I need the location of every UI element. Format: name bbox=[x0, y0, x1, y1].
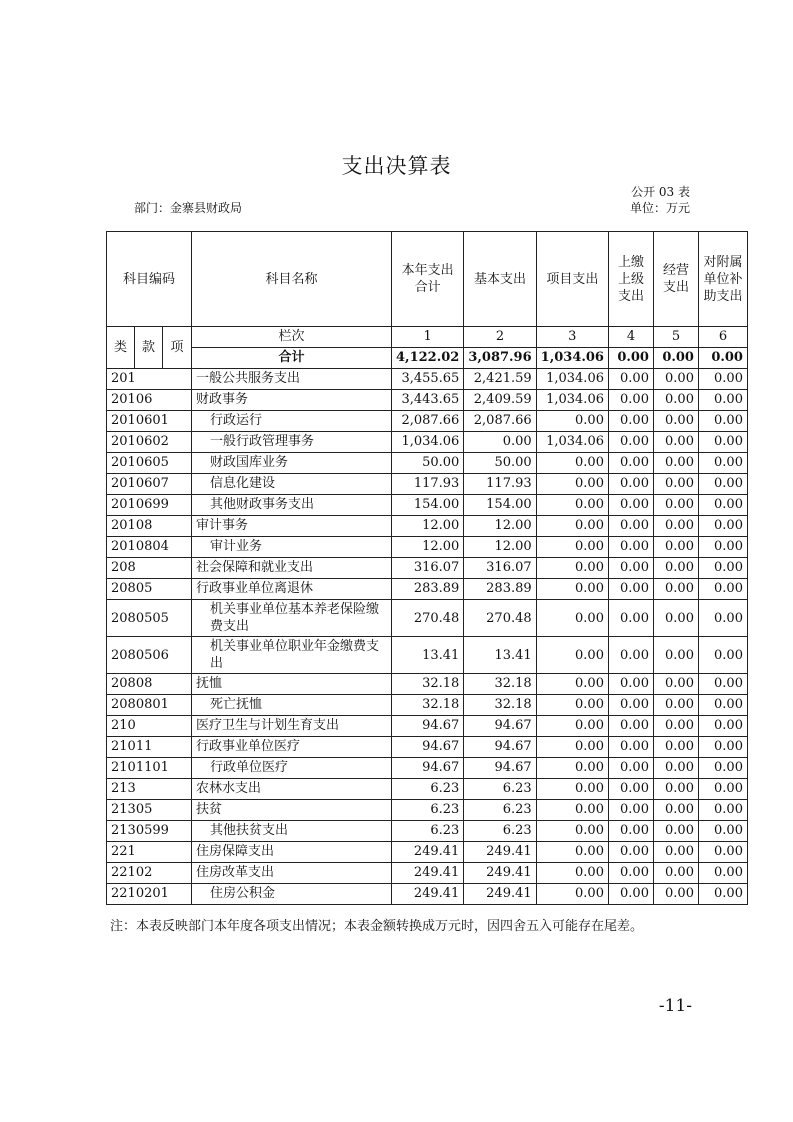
subject-code: 2130599 bbox=[107, 821, 192, 842]
total-cell: 0.00 bbox=[608, 348, 653, 369]
amount-cell: 0.00 bbox=[536, 453, 608, 474]
amount-cell: 0.00 bbox=[698, 369, 747, 390]
unit-label: 单位：万元 bbox=[629, 201, 690, 215]
amount-cell: 0.00 bbox=[698, 411, 747, 432]
total-cell: 3,087.96 bbox=[464, 348, 536, 369]
amount-cell: 0.00 bbox=[536, 579, 608, 600]
subject-code: 22102 bbox=[107, 863, 192, 884]
amount-cell: 0.00 bbox=[536, 495, 608, 516]
total-cell: 0.00 bbox=[653, 348, 698, 369]
subject-code: 2010605 bbox=[107, 453, 192, 474]
amount-cell: 13.41 bbox=[392, 637, 464, 674]
amount-cell: 2,421.59 bbox=[464, 369, 536, 390]
table-row bbox=[107, 579, 748, 600]
amount-cell: 0.00 bbox=[698, 800, 747, 821]
amount-cell: 0.00 bbox=[653, 432, 698, 453]
subject-code: 2080505 bbox=[107, 600, 192, 637]
table-row bbox=[107, 779, 748, 800]
amount-cell: 6.23 bbox=[392, 821, 464, 842]
header-lei: 类 bbox=[107, 327, 135, 369]
subject-name: 死亡抚恤 bbox=[192, 695, 392, 716]
amount-cell: 0.00 bbox=[608, 579, 653, 600]
total-row bbox=[107, 348, 748, 369]
table-row bbox=[107, 758, 748, 779]
table-row bbox=[107, 411, 748, 432]
subject-code: 221 bbox=[107, 842, 192, 863]
amount-cell: 32.18 bbox=[392, 674, 464, 695]
amount-cell: 0.00 bbox=[536, 411, 608, 432]
amount-cell: 6.23 bbox=[464, 779, 536, 800]
amount-cell: 0.00 bbox=[608, 758, 653, 779]
amount-cell: 0.00 bbox=[608, 537, 653, 558]
amount-cell: 0.00 bbox=[698, 674, 747, 695]
subject-code: 20805 bbox=[107, 579, 192, 600]
amount-cell: 0.00 bbox=[698, 716, 747, 737]
amount-cell: 154.00 bbox=[392, 495, 464, 516]
amount-cell: 249.41 bbox=[392, 842, 464, 863]
amount-cell: 0.00 bbox=[653, 474, 698, 495]
amount-cell: 0.00 bbox=[536, 821, 608, 842]
amount-cell: 0.00 bbox=[653, 516, 698, 537]
amount-cell: 0.00 bbox=[608, 390, 653, 411]
amount-cell: 0.00 bbox=[608, 600, 653, 637]
subject-code: 21011 bbox=[107, 737, 192, 758]
amount-cell: 0.00 bbox=[698, 537, 747, 558]
amount-cell: 0.00 bbox=[608, 737, 653, 758]
amount-cell: 0.00 bbox=[698, 579, 747, 600]
amount-cell: 0.00 bbox=[653, 369, 698, 390]
amount-cell: 94.67 bbox=[392, 758, 464, 779]
subject-name: 机关事业单位基本养老保险缴费支出 bbox=[192, 600, 392, 637]
amount-cell: 249.41 bbox=[464, 842, 536, 863]
amount-cell: 0.00 bbox=[608, 800, 653, 821]
amount-cell: 0.00 bbox=[698, 779, 747, 800]
amount-cell: 316.07 bbox=[464, 558, 536, 579]
amount-cell: 0.00 bbox=[608, 779, 653, 800]
department-label: 部门：金寨县财政局 bbox=[134, 201, 243, 215]
amount-cell: 0.00 bbox=[536, 674, 608, 695]
amount-cell: 0.00 bbox=[698, 884, 747, 905]
table-row bbox=[107, 432, 748, 453]
subject-name: 行政运行 bbox=[192, 411, 392, 432]
col-number: 1 bbox=[392, 327, 464, 348]
subject-code: 2080506 bbox=[107, 637, 192, 674]
amount-cell: 0.00 bbox=[608, 558, 653, 579]
header-upper: 上缴上级支出 bbox=[608, 232, 653, 327]
table-row bbox=[107, 516, 748, 537]
amount-cell: 94.67 bbox=[464, 737, 536, 758]
subject-code: 2010699 bbox=[107, 495, 192, 516]
amount-cell: 0.00 bbox=[698, 390, 747, 411]
amount-cell: 0.00 bbox=[608, 637, 653, 674]
amount-cell: 6.23 bbox=[392, 779, 464, 800]
amount-cell: 0.00 bbox=[698, 758, 747, 779]
subject-name: 审计业务 bbox=[192, 537, 392, 558]
subject-code: 2010602 bbox=[107, 432, 192, 453]
subject-name: 其他财政事务支出 bbox=[192, 495, 392, 516]
subject-name: 一般公共服务支出 bbox=[192, 369, 392, 390]
amount-cell: 0.00 bbox=[698, 637, 747, 674]
col-number: 5 bbox=[653, 327, 698, 348]
table-row bbox=[107, 674, 748, 695]
subject-name: 医疗卫生与计划生育支出 bbox=[192, 716, 392, 737]
amount-cell: 0.00 bbox=[608, 432, 653, 453]
amount-cell: 2,087.66 bbox=[392, 411, 464, 432]
amount-cell: 0.00 bbox=[536, 758, 608, 779]
amount-cell: 270.48 bbox=[392, 600, 464, 637]
table-row bbox=[107, 821, 748, 842]
subject-code: 2010804 bbox=[107, 537, 192, 558]
subject-name: 行政单位医疗 bbox=[192, 758, 392, 779]
header-code: 科目编码 bbox=[107, 232, 192, 327]
amount-cell: 0.00 bbox=[698, 474, 747, 495]
amount-cell: 0.00 bbox=[653, 842, 698, 863]
amount-cell: 0.00 bbox=[536, 800, 608, 821]
header-business: 经营支出 bbox=[653, 232, 698, 327]
subject-code: 21305 bbox=[107, 800, 192, 821]
amount-cell: 0.00 bbox=[536, 637, 608, 674]
amount-cell: 249.41 bbox=[464, 863, 536, 884]
amount-cell: 283.89 bbox=[392, 579, 464, 600]
subject-name: 行政事业单位医疗 bbox=[192, 737, 392, 758]
amount-cell: 0.00 bbox=[536, 716, 608, 737]
amount-cell: 0.00 bbox=[608, 495, 653, 516]
subject-code: 213 bbox=[107, 779, 192, 800]
amount-cell: 0.00 bbox=[608, 842, 653, 863]
amount-cell: 32.18 bbox=[464, 695, 536, 716]
col-number: 6 bbox=[698, 327, 747, 348]
amount-cell: 0.00 bbox=[608, 474, 653, 495]
amount-cell: 283.89 bbox=[464, 579, 536, 600]
amount-cell: 0.00 bbox=[698, 453, 747, 474]
header-xiang: 项 bbox=[163, 327, 192, 369]
subject-code: 20108 bbox=[107, 516, 192, 537]
subject-name: 信息化建设 bbox=[192, 474, 392, 495]
amount-cell: 0.00 bbox=[698, 558, 747, 579]
amount-cell: 0.00 bbox=[608, 863, 653, 884]
amount-cell: 0.00 bbox=[536, 884, 608, 905]
amount-cell: 0.00 bbox=[653, 737, 698, 758]
table-row bbox=[107, 537, 748, 558]
table-row bbox=[107, 842, 748, 863]
amount-cell: 0.00 bbox=[536, 474, 608, 495]
amount-cell: 0.00 bbox=[536, 600, 608, 637]
amount-cell: 94.67 bbox=[392, 716, 464, 737]
header-total: 本年支出合计 bbox=[392, 232, 464, 327]
amount-cell: 0.00 bbox=[698, 842, 747, 863]
total-label: 合计 bbox=[192, 348, 392, 369]
footnote: 注：本表反映部门本年度各项支出情况；本表金额转换成万元时，因四舍五入可能存在尾差。 bbox=[110, 919, 644, 934]
amount-cell: 12.00 bbox=[392, 537, 464, 558]
subject-code: 2010601 bbox=[107, 411, 192, 432]
amount-cell: 117.93 bbox=[464, 474, 536, 495]
table-row bbox=[107, 495, 748, 516]
amount-cell: 50.00 bbox=[464, 453, 536, 474]
subject-code: 20106 bbox=[107, 390, 192, 411]
amount-cell: 0.00 bbox=[698, 863, 747, 884]
subject-name: 住房改革支出 bbox=[192, 863, 392, 884]
table-row bbox=[107, 884, 748, 905]
amount-cell: 0.00 bbox=[653, 600, 698, 637]
subject-code: 210 bbox=[107, 716, 192, 737]
table-row bbox=[107, 600, 748, 637]
amount-cell: 0.00 bbox=[608, 884, 653, 905]
amount-cell: 0.00 bbox=[536, 863, 608, 884]
amount-cell: 0.00 bbox=[536, 842, 608, 863]
amount-cell: 0.00 bbox=[653, 863, 698, 884]
amount-cell: 0.00 bbox=[653, 758, 698, 779]
amount-cell: 94.67 bbox=[464, 716, 536, 737]
col-number: 4 bbox=[608, 327, 653, 348]
amount-cell: 1,034.06 bbox=[536, 432, 608, 453]
subject-code: 2080801 bbox=[107, 695, 192, 716]
amount-cell: 12.00 bbox=[392, 516, 464, 537]
amount-cell: 0.00 bbox=[536, 516, 608, 537]
amount-cell: 249.41 bbox=[464, 884, 536, 905]
table-row bbox=[107, 863, 748, 884]
amount-cell: 0.00 bbox=[608, 716, 653, 737]
amount-cell: 0.00 bbox=[653, 695, 698, 716]
amount-cell: 0.00 bbox=[698, 600, 747, 637]
amount-cell: 249.41 bbox=[392, 863, 464, 884]
total-cell: 0.00 bbox=[698, 348, 747, 369]
amount-cell: 1,034.06 bbox=[536, 369, 608, 390]
table-row bbox=[107, 474, 748, 495]
amount-cell: 0.00 bbox=[653, 537, 698, 558]
subject-name: 抚恤 bbox=[192, 674, 392, 695]
amount-cell: 0.00 bbox=[653, 674, 698, 695]
amount-cell: 0.00 bbox=[536, 695, 608, 716]
col-number: 3 bbox=[536, 327, 608, 348]
subject-code: 2210201 bbox=[107, 884, 192, 905]
form-number: 公开 03 表 bbox=[631, 185, 690, 199]
header-subsidy: 对附属单位补助支出 bbox=[698, 232, 747, 327]
table-row bbox=[107, 558, 748, 579]
subject-name: 财政事务 bbox=[192, 390, 392, 411]
subject-code: 208 bbox=[107, 558, 192, 579]
amount-cell: 3,455.65 bbox=[392, 369, 464, 390]
amount-cell: 0.00 bbox=[536, 737, 608, 758]
subject-name: 住房保障支出 bbox=[192, 842, 392, 863]
amount-cell: 32.18 bbox=[464, 674, 536, 695]
subject-name: 一般行政管理事务 bbox=[192, 432, 392, 453]
amount-cell: 0.00 bbox=[698, 495, 747, 516]
amount-cell: 0.00 bbox=[698, 516, 747, 537]
subject-name: 社会保障和就业支出 bbox=[192, 558, 392, 579]
amount-cell: 0.00 bbox=[653, 495, 698, 516]
amount-cell: 6.23 bbox=[464, 821, 536, 842]
amount-cell: 249.41 bbox=[392, 884, 464, 905]
page-title: 支出决算表 bbox=[341, 154, 452, 178]
amount-cell: 12.00 bbox=[464, 516, 536, 537]
amount-cell: 0.00 bbox=[653, 884, 698, 905]
header-name: 科目名称 bbox=[192, 232, 392, 327]
col-number: 2 bbox=[464, 327, 536, 348]
subject-code: 2101101 bbox=[107, 758, 192, 779]
table-row bbox=[107, 637, 748, 674]
amount-cell: 6.23 bbox=[392, 800, 464, 821]
header-project: 项目支出 bbox=[536, 232, 608, 327]
amount-cell: 1,034.06 bbox=[392, 432, 464, 453]
header-row bbox=[107, 232, 748, 327]
amount-cell: 0.00 bbox=[698, 737, 747, 758]
amount-cell: 270.48 bbox=[464, 600, 536, 637]
amount-cell: 0.00 bbox=[698, 821, 747, 842]
subject-name: 住房公积金 bbox=[192, 884, 392, 905]
amount-cell: 0.00 bbox=[536, 537, 608, 558]
page-number: -11- bbox=[658, 996, 692, 1016]
amount-cell: 13.41 bbox=[464, 637, 536, 674]
subject-name: 财政国库业务 bbox=[192, 453, 392, 474]
amount-cell: 2,087.66 bbox=[464, 411, 536, 432]
table-row bbox=[107, 695, 748, 716]
subject-code: 2010607 bbox=[107, 474, 192, 495]
amount-cell: 0.00 bbox=[653, 453, 698, 474]
table-row bbox=[107, 800, 748, 821]
subject-name: 其他扶贫支出 bbox=[192, 821, 392, 842]
subject-name: 审计事务 bbox=[192, 516, 392, 537]
header-basic: 基本支出 bbox=[464, 232, 536, 327]
amount-cell: 0.00 bbox=[653, 579, 698, 600]
amount-cell: 0.00 bbox=[653, 800, 698, 821]
amount-cell: 0.00 bbox=[653, 558, 698, 579]
table-row bbox=[107, 369, 748, 390]
table-row bbox=[107, 390, 748, 411]
amount-cell: 0.00 bbox=[608, 369, 653, 390]
amount-cell: 2,409.59 bbox=[464, 390, 536, 411]
amount-cell: 0.00 bbox=[536, 779, 608, 800]
amount-cell: 1,034.06 bbox=[536, 390, 608, 411]
amount-cell: 12.00 bbox=[464, 537, 536, 558]
amount-cell: 6.23 bbox=[464, 800, 536, 821]
amount-cell: 94.67 bbox=[392, 737, 464, 758]
amount-cell: 0.00 bbox=[653, 716, 698, 737]
amount-cell: 0.00 bbox=[536, 558, 608, 579]
amount-cell: 0.00 bbox=[464, 432, 536, 453]
amount-cell: 0.00 bbox=[608, 821, 653, 842]
subject-code: 201 bbox=[107, 369, 192, 390]
total-cell: 4,122.02 bbox=[392, 348, 464, 369]
subject-name: 扶贫 bbox=[192, 800, 392, 821]
amount-cell: 0.00 bbox=[608, 411, 653, 432]
amount-cell: 0.00 bbox=[698, 432, 747, 453]
amount-cell: 0.00 bbox=[608, 516, 653, 537]
subject-code: 20808 bbox=[107, 674, 192, 695]
amount-cell: 0.00 bbox=[653, 821, 698, 842]
amount-cell: 0.00 bbox=[608, 695, 653, 716]
amount-cell: 0.00 bbox=[653, 411, 698, 432]
amount-cell: 0.00 bbox=[653, 637, 698, 674]
header-lanci: 栏次 bbox=[192, 327, 392, 348]
amount-cell: 117.93 bbox=[392, 474, 464, 495]
amount-cell: 154.00 bbox=[464, 495, 536, 516]
amount-cell: 0.00 bbox=[608, 674, 653, 695]
amount-cell: 0.00 bbox=[608, 453, 653, 474]
table-row bbox=[107, 716, 748, 737]
expenditure-table bbox=[106, 231, 748, 905]
subject-name: 机关事业单位职业年金缴费支出 bbox=[192, 637, 392, 674]
table-row bbox=[107, 453, 748, 474]
total-cell: 1,034.06 bbox=[536, 348, 608, 369]
amount-cell: 94.67 bbox=[464, 758, 536, 779]
amount-cell: 32.18 bbox=[392, 695, 464, 716]
subject-name: 农林水支出 bbox=[192, 779, 392, 800]
amount-cell: 0.00 bbox=[653, 779, 698, 800]
subject-name: 行政事业单位离退休 bbox=[192, 579, 392, 600]
amount-cell: 0.00 bbox=[698, 695, 747, 716]
amount-cell: 3,443.65 bbox=[392, 390, 464, 411]
amount-cell: 50.00 bbox=[392, 453, 464, 474]
amount-cell: 0.00 bbox=[653, 390, 698, 411]
table-row bbox=[107, 737, 748, 758]
header-kuan: 款 bbox=[135, 327, 163, 369]
amount-cell: 316.07 bbox=[392, 558, 464, 579]
column-number-row bbox=[107, 327, 748, 348]
